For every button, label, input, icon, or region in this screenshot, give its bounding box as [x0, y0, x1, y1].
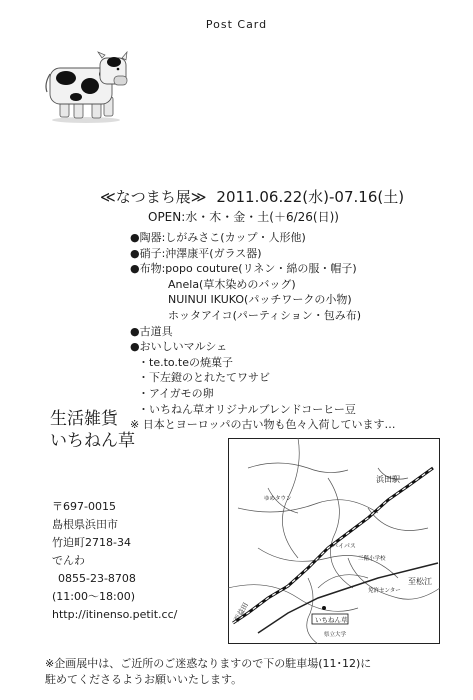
list-item: ホッタアイコ(パーティション・包み布) [168, 308, 362, 322]
address-line: 島根県浜田市 [52, 518, 118, 531]
note-line: 駐めてくださるようお願いいたします。 [45, 673, 243, 686]
access-map [228, 438, 440, 644]
list-item: NUINUI IKUKO(パッチワークの小物) [168, 293, 352, 307]
address-line: 竹迫町2718-34 [52, 536, 131, 549]
event-name: ≪なつまち展≫ [100, 188, 207, 206]
shop-title: いちねん草 [50, 431, 135, 451]
list-item: ・下左鐙のとれたてワサビ [138, 371, 270, 385]
open-days: OPEN:水・木・金・土(＋6/26(日)) [148, 210, 339, 224]
shop-category: 生活雑貨 [50, 409, 118, 429]
list-item: ※ 日本とヨーロッパの古い物も色々入荷しています… [130, 418, 396, 432]
list-item: ・te.to.teの焼菓子 [138, 355, 234, 369]
website-link[interactable]: http://itinenso.petit.cc/ [52, 608, 178, 621]
phone-label: でんわ [52, 554, 85, 567]
business-hours: (11:00〜18:00) [52, 590, 135, 603]
cow-figurine-image [40, 42, 132, 124]
list-item: ●おいしいマルシェ [130, 340, 228, 354]
map-school-label: 三階小学校 [358, 556, 386, 562]
map-masuda-label: 至益田 [232, 601, 250, 624]
map-town-label: ゆめタウン [264, 496, 292, 502]
list-item: ・アイガモの卵 [138, 386, 214, 400]
map-matsue-label: 至松江 [408, 577, 432, 586]
list-item: ・いちねん草オリジナルブレンドコーヒー豆 [138, 402, 356, 416]
list-item: ●布物:popo couture(リネン・綿の服・帽子) [130, 262, 357, 276]
list-item: ●陶器:しがみさこ(カップ・人形他) [130, 231, 306, 244]
map-univ-label: 県立大学 [324, 632, 347, 638]
event-title [100, 186, 404, 207]
event-dates: 2011.06.22(水)-07.16(土) [216, 188, 405, 206]
map-station-label: 浜田駅 [376, 475, 400, 484]
list-item: ●古道具 [130, 324, 173, 338]
postcard-header: Post Card [205, 18, 268, 31]
map-bypass-label: バイパス [332, 543, 356, 550]
exhibitor-list [130, 230, 396, 433]
parking-note [45, 656, 371, 688]
shop-name [50, 408, 135, 452]
shop-location-marker [322, 606, 326, 610]
map-shop-label: いちねん草 [315, 616, 348, 624]
phone-number: 0855-23-8708 [58, 572, 136, 585]
shop-address [52, 498, 177, 624]
list-item: ●硝子:沖澤康平(ガラス器) [130, 246, 262, 260]
note-line: ※企画展中は、ご近所のご迷惑なりますので下の駐車場(11･12)に [45, 657, 372, 670]
zip-code: 〒697-0015 [52, 500, 116, 513]
map-center-label: 免許センター [368, 588, 401, 594]
list-item: Anela(草木染めのバッグ) [168, 277, 296, 291]
